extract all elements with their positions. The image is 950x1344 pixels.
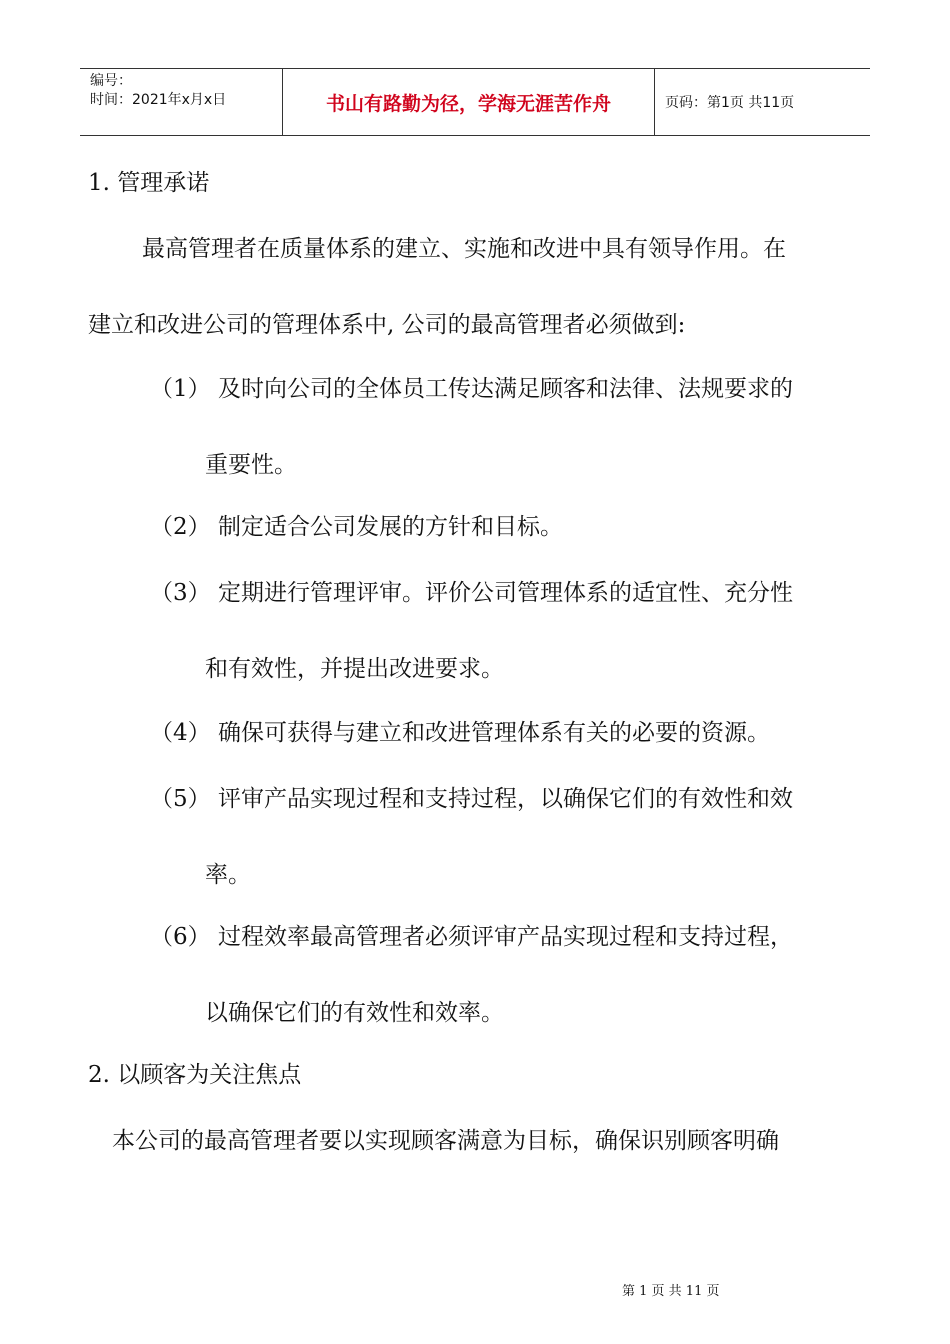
list-item: （3） 定期进行管理评审。评价公司管理体系的适宜性、充分性 bbox=[150, 580, 793, 606]
header-page-info: 页码：第1页 共11页 bbox=[665, 95, 795, 111]
list-item-continuation: 和有效性，并提出改进要求。 bbox=[205, 656, 504, 682]
section1-title: 1. 管理承诺 bbox=[88, 170, 210, 196]
list-item: （1） 及时向公司的全体员工传达满足顾客和法律、法规要求的 bbox=[150, 376, 793, 402]
list-item: （6） 过程效率最高管理者必须评审产品实现过程和支持过程， bbox=[150, 924, 793, 950]
section2-title: 2. 以顾客为关注焦点 bbox=[88, 1062, 302, 1088]
page-footer: 第 1 页 共 11 页 bbox=[622, 1284, 720, 1299]
list-item: （2） 制定适合公司发展的方针和目标。 bbox=[150, 514, 563, 540]
paragraph-line: 建立和改进公司的管理体系中, 公司的最高管理者必须做到: bbox=[88, 312, 686, 338]
list-item-continuation: 以确保它们的有效性和效率。 bbox=[205, 1000, 504, 1026]
date-label: 时间：2021年x月x日 bbox=[90, 92, 227, 108]
header-motto: 书山有路勤为径，学海无涯苦作舟 bbox=[282, 69, 655, 135]
list-item: （5） 评审产品实现过程和支持过程，以确保它们的有效性和效 bbox=[150, 786, 793, 812]
number-label: 编号： bbox=[90, 73, 132, 89]
list-item-continuation: 重要性。 bbox=[205, 452, 297, 478]
paragraph-line: 本公司的最高管理者要以实现顾客满意为目标，确保识别顾客明确 bbox=[112, 1128, 779, 1154]
list-item: （4） 确保可获得与建立和改进管理体系有关的必要的资源。 bbox=[150, 720, 770, 746]
header-meta bbox=[80, 69, 282, 135]
list-item-continuation: 率。 bbox=[205, 862, 251, 888]
paragraph-line: 最高管理者在质量体系的建立、实施和改进中具有领导作用。在 bbox=[142, 236, 786, 262]
page-header bbox=[80, 68, 870, 136]
